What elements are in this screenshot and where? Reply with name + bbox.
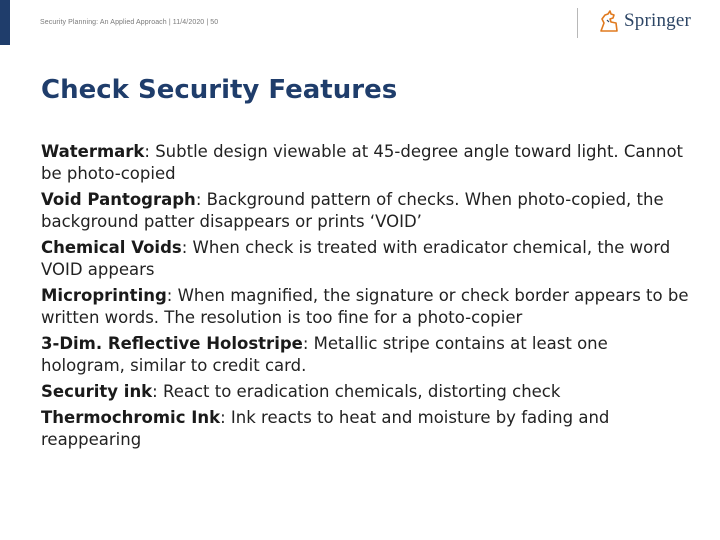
feature-item (41, 141, 691, 185)
feature-desc: : When check is treated with eradicator chemical, the word VOID appears (41, 238, 671, 279)
feature-term: Security ink (41, 382, 153, 401)
feature-desc: : React to eradication chemicals, distorting check (152, 382, 561, 401)
feature-term: Chemical Voids (41, 238, 182, 257)
feature-item (41, 381, 691, 403)
accent-bar (0, 0, 10, 45)
logo-text: Springer (624, 10, 692, 31)
feature-term: 3-Dim. Reflective Holostripe (41, 334, 303, 353)
feature-desc: : Ink reacts to heat and moisture by fading and reappearing (41, 408, 610, 449)
feature-desc: : Subtle design viewable at 45-degree angle toward light. Cannot be photo-copied (41, 142, 684, 183)
feature-desc: : When magnified, the signature or check border appears to be written words. The resolution is too fine for a photo-copier (41, 286, 689, 327)
springer-horse-icon (598, 9, 620, 33)
feature-item (41, 285, 691, 329)
slide-title: Check Security Features (41, 75, 398, 105)
feature-term: Microprinting (41, 286, 167, 305)
feature-term: Thermochromic Ink (41, 408, 221, 427)
feature-item (41, 189, 691, 233)
springer-logo (598, 9, 691, 33)
header-meta: Security Planning: An Applied Approach | 11/4/2020 | 50 (40, 19, 219, 26)
feature-item (41, 333, 691, 377)
feature-term: Watermark (41, 142, 145, 161)
header-divider (577, 8, 578, 38)
feature-desc: : Metallic stripe contains at least one hologram, similar to credit card. (41, 334, 608, 375)
feature-desc: : Background pattern of checks. When photo-copied, the background patter disappears or prints ‘VOID’ (41, 190, 664, 231)
feature-term: Void Pantograph (41, 190, 196, 209)
feature-item (41, 407, 691, 451)
feature-list (41, 141, 691, 455)
feature-item (41, 237, 691, 281)
